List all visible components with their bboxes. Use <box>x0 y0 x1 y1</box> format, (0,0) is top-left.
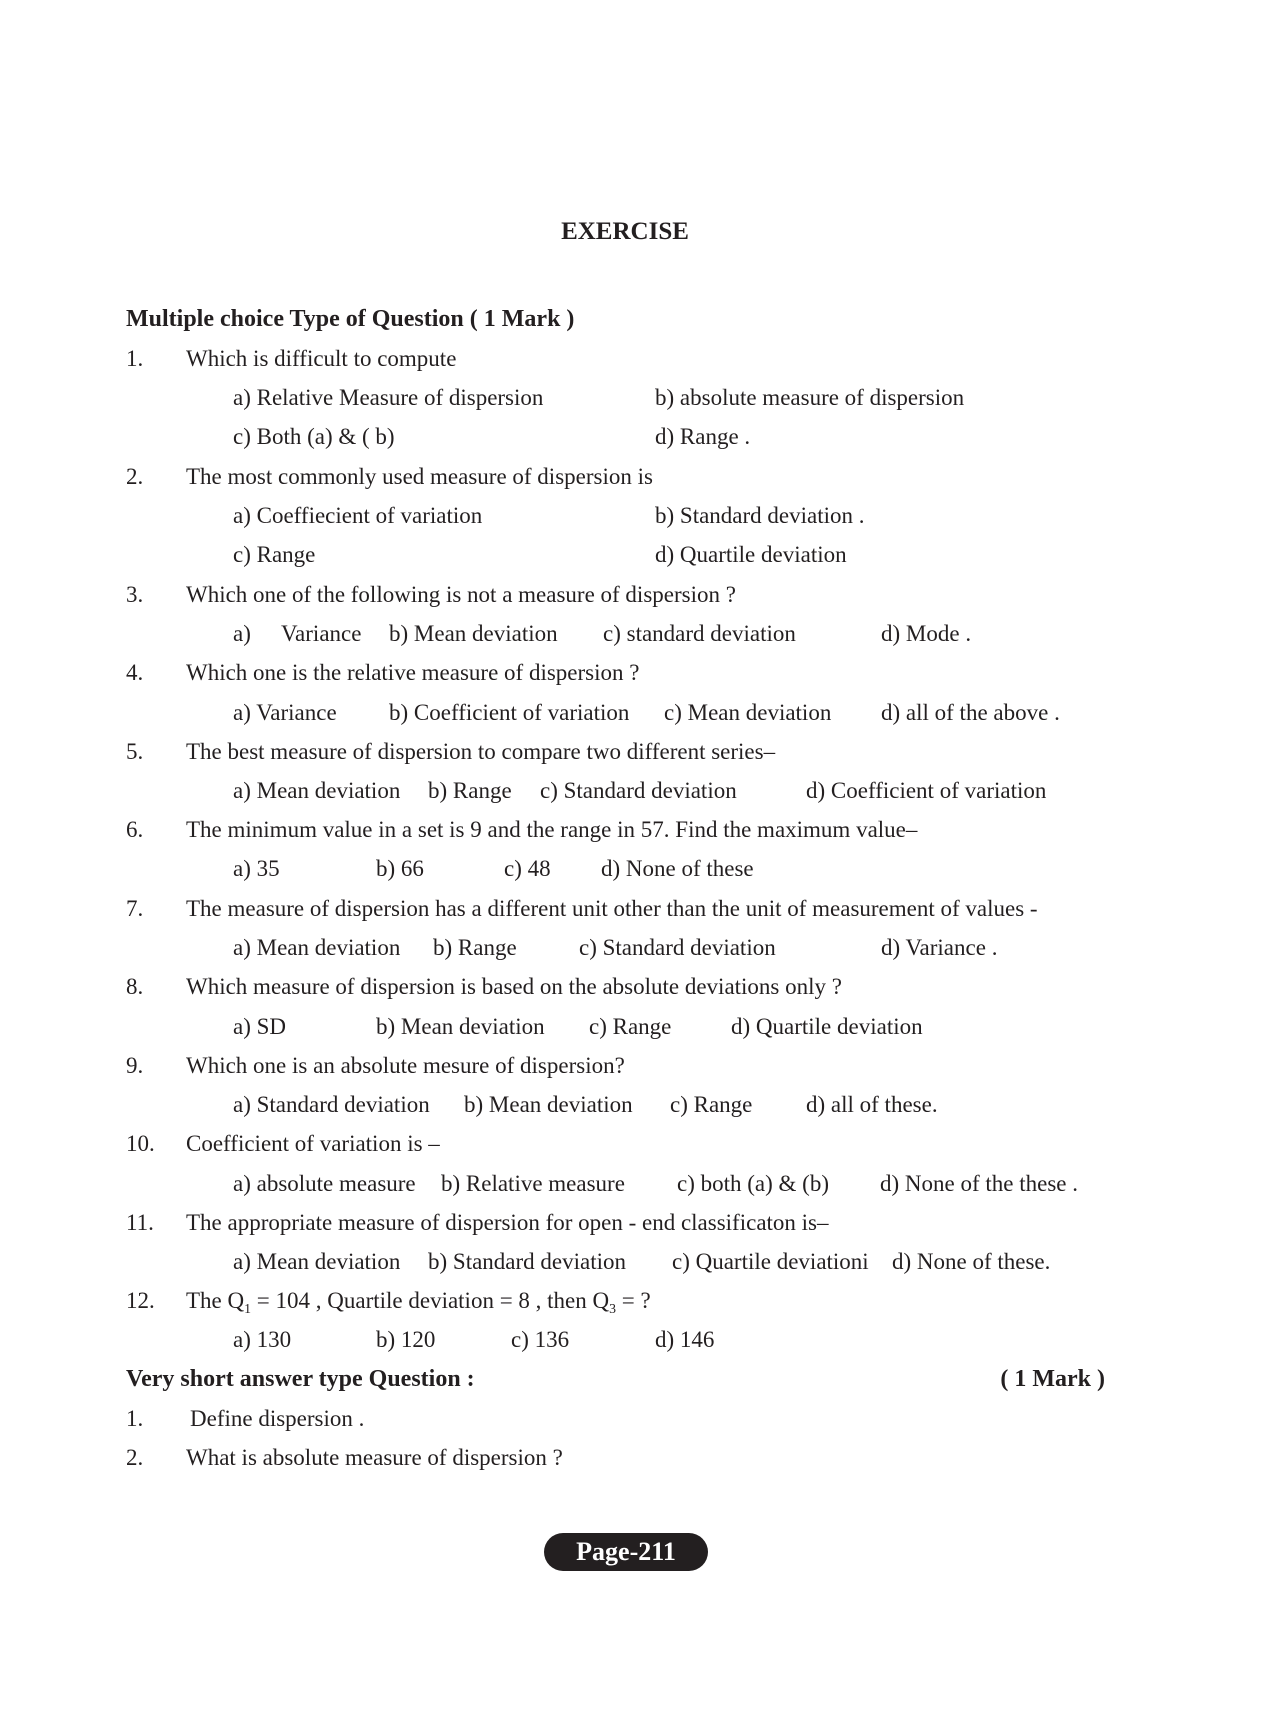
question-number: 1. <box>126 346 144 371</box>
question-text: The measure of dispersion has a different unit other than the unit of measurement of values - <box>186 896 1038 921</box>
option-c: c) 48 <box>504 856 551 881</box>
option-a: a) Relative Measure of dispersion <box>233 385 544 410</box>
option-a: a) 130 <box>233 1327 292 1352</box>
page-title: EXERCISE <box>561 218 689 245</box>
question-number: 8. <box>126 974 144 999</box>
option-d: d) Mode . <box>881 621 972 646</box>
question-text: The appropriate measure of dispersion for open - end classificaton is– <box>186 1210 829 1235</box>
option-b: b) Relative measure <box>441 1171 625 1196</box>
question-text: Which measure of dispersion is based on the absolute deviations only ? <box>186 974 842 999</box>
option-a: a) Mean deviation <box>233 935 401 960</box>
option-d: d) Variance . <box>881 935 998 960</box>
text-part: The Q <box>186 1288 245 1313</box>
option-c: c) Both (a) & ( b) <box>233 424 395 449</box>
question-number: 1. <box>126 1406 144 1431</box>
page-number-badge: Page-211 <box>544 1533 708 1571</box>
question-number: 4. <box>126 660 144 685</box>
option-a: a) Mean deviation <box>233 778 401 803</box>
option-b: b) Mean deviation <box>389 621 558 646</box>
vsa-section-marks: ( 1 Mark ) <box>1000 1366 1105 1392</box>
text-part: = ? <box>616 1288 651 1313</box>
question-text: The best measure of dispersion to compare two different series– <box>186 739 776 764</box>
option-a: a) Standard deviation <box>233 1092 430 1117</box>
question-number: 12. <box>126 1288 155 1313</box>
option-a: a) Coeffiecient of variation <box>233 503 483 528</box>
option-b: b) Mean deviation <box>464 1092 633 1117</box>
option-d: d) None of the these . <box>880 1171 1078 1196</box>
option-a: a) absolute measure <box>233 1171 416 1196</box>
option-d: d) 146 <box>655 1327 715 1352</box>
subscript: 3 <box>609 1300 617 1316</box>
question-text: Coefficient of variation is – <box>186 1131 440 1156</box>
option-a: a) Mean deviation <box>233 1249 401 1274</box>
subscript: 1 <box>244 1300 252 1316</box>
option-d: d) None of these <box>601 856 754 881</box>
option-c: c) both (a) & (b) <box>677 1171 829 1196</box>
question-number: 9. <box>126 1053 144 1078</box>
question-number: 2. <box>126 1445 144 1470</box>
question-number: 7. <box>126 896 144 921</box>
option-d: d) None of these. <box>892 1249 1051 1274</box>
question-number: 2. <box>126 464 144 489</box>
question-number: 6. <box>126 817 144 842</box>
mcq-section-heading: Multiple choice Type of Question ( 1 Mark ) <box>126 306 575 332</box>
question-text: The most commonly used measure of dispersion is <box>186 464 653 489</box>
option-c: c) Range <box>589 1014 672 1039</box>
option-d: d) Quartile deviation <box>731 1014 923 1039</box>
option-b: b) Coefficient of variation <box>389 700 630 725</box>
option-b: b) Standard deviation <box>428 1249 627 1274</box>
option-c: c) Mean deviation <box>664 700 832 725</box>
question-number: 5. <box>126 739 144 764</box>
option-a: a) SD <box>233 1014 287 1039</box>
option-c: c) Range <box>670 1092 753 1117</box>
option-a: a) Variance <box>233 700 337 725</box>
option-a: a) <box>233 621 251 646</box>
option-d: d) Quartile deviation <box>655 542 847 567</box>
question-number: 11. <box>126 1210 154 1235</box>
option-c: c) Range <box>233 542 316 567</box>
option-b: b) absolute measure of dispersion <box>655 385 965 410</box>
question-number: 3. <box>126 582 144 607</box>
option-b: b) 66 <box>376 856 424 881</box>
question-text: Which one is an absolute mesure of dispersion? <box>186 1053 625 1078</box>
option-d: d) all of the above . <box>881 700 1060 725</box>
option-c: c) standard deviation <box>603 621 796 646</box>
question-text: Which one is the relative measure of dispersion ? <box>186 660 640 685</box>
option-a-text: Variance <box>281 621 362 646</box>
option-b: b) Standard deviation . <box>655 503 865 528</box>
question-text: The minimum value in a set is 9 and the range in 57. Find the maximum value– <box>186 817 918 842</box>
question-text <box>186 1288 651 1314</box>
question-text: Which one of the following is not a measure of dispersion ? <box>186 582 736 607</box>
option-c: c) Standard deviation <box>540 778 737 803</box>
option-c: c) Quartile deviationi <box>672 1249 869 1274</box>
option-a: a) 35 <box>233 856 280 881</box>
option-c: c) Standard deviation <box>579 935 776 960</box>
question-text: Define dispersion . <box>190 1406 365 1431</box>
option-b: b) 120 <box>376 1327 436 1352</box>
option-d: d) all of these. <box>806 1092 938 1117</box>
option-b: b) Range <box>433 935 517 960</box>
option-d: d) Range . <box>655 424 751 449</box>
text-part: = 104 , Quartile deviation = 8 , then Q <box>251 1288 610 1313</box>
question-text: Which is difficult to compute <box>186 346 457 371</box>
question-number: 10. <box>126 1131 155 1156</box>
option-d: d) Coefficient of variation <box>806 778 1047 803</box>
option-b: b) Range <box>428 778 512 803</box>
option-c: c) 136 <box>511 1327 570 1352</box>
question-text: What is absolute measure of dispersion ? <box>186 1445 563 1470</box>
vsa-section-heading: Very short answer type Question : <box>126 1366 475 1392</box>
option-b: b) Mean deviation <box>376 1014 545 1039</box>
